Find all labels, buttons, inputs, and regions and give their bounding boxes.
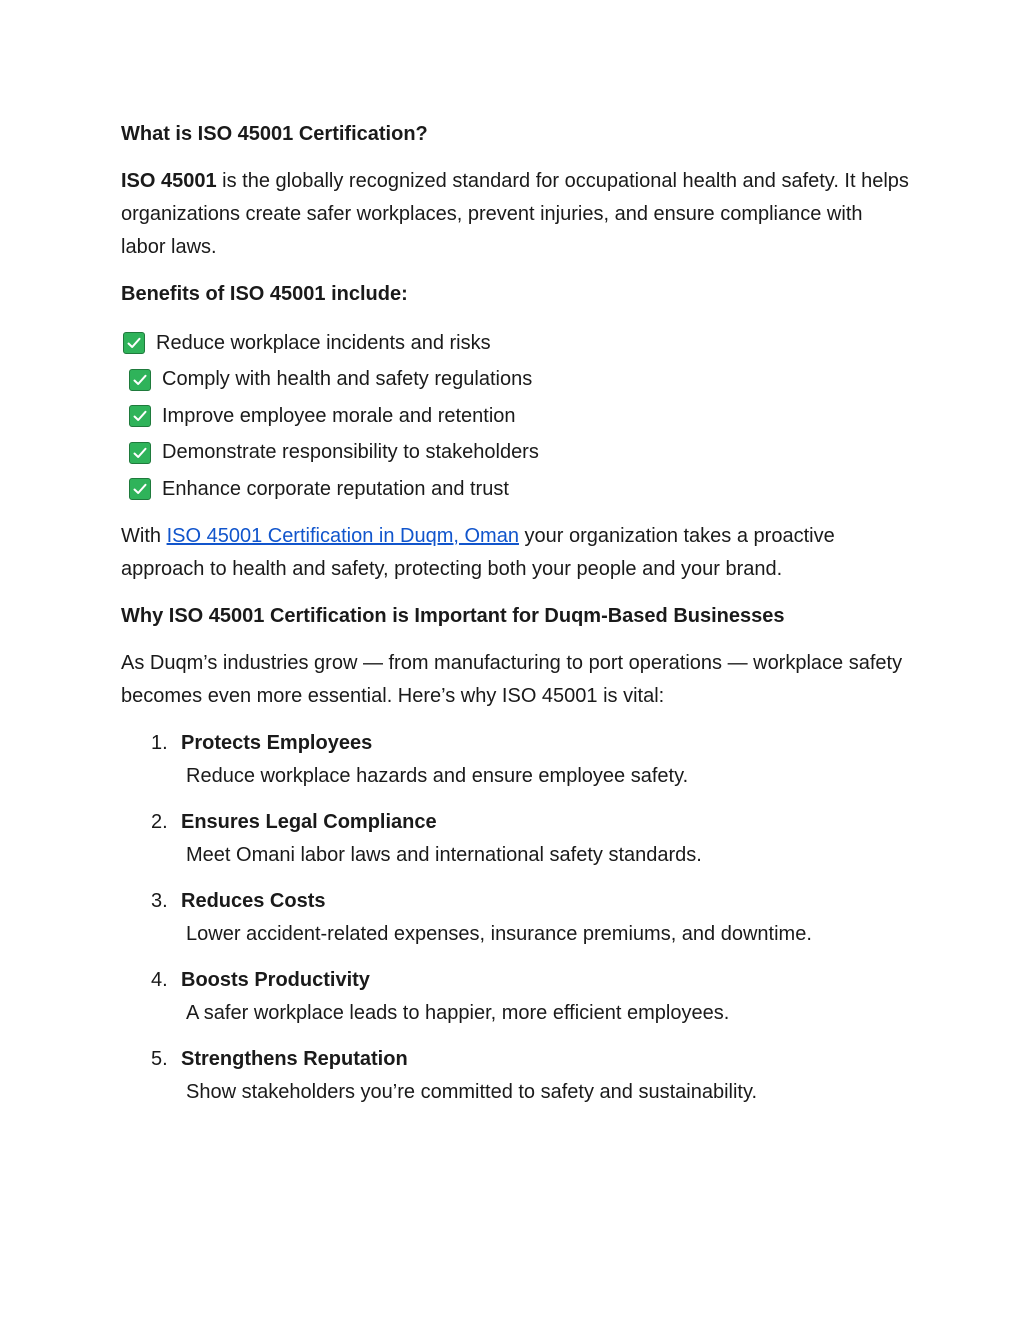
benefit-item bbox=[121, 325, 911, 362]
reason-item bbox=[151, 964, 911, 1030]
intro-text: is the globally recognized standard for occupational health and safety. It helps organizations create safer workplaces, prevent injuries, and ensure compliance with labor laws. bbox=[121, 170, 909, 258]
reasons-list bbox=[121, 727, 911, 1109]
reason-title: Reduces Costs bbox=[181, 889, 326, 912]
reason-title: Ensures Legal Compliance bbox=[181, 810, 437, 833]
heading-what-is: What is ISO 45001 Certification? bbox=[121, 123, 428, 145]
benefit-label: Demonstrate responsibility to stakeholders bbox=[162, 441, 539, 464]
check-mark-icon bbox=[129, 369, 151, 391]
heading-why-important: Why ISO 45001 Certification is Important for Duqm-Based Businesses bbox=[121, 604, 785, 627]
benefits-list bbox=[121, 325, 911, 508]
closing-after: your organization takes a proactive approach to health and safety, protecting both your people and your brand. bbox=[121, 524, 835, 580]
reason-description: Meet Omani labor laws and international safety standards. bbox=[186, 843, 702, 866]
reason-item bbox=[151, 1043, 911, 1109]
reason-description: Show stakeholders you’re committed to safety and sustainability. bbox=[186, 1080, 758, 1103]
reason-item bbox=[151, 885, 911, 951]
benefit-item bbox=[121, 471, 911, 508]
benefit-item bbox=[121, 398, 911, 435]
reason-number: 5. bbox=[151, 1047, 168, 1070]
reason-number: 1. bbox=[151, 731, 168, 754]
benefit-label: Reduce workplace incidents and risks bbox=[156, 331, 491, 354]
heading-benefits: Benefits of ISO 45001 include: bbox=[121, 283, 408, 305]
benefit-item bbox=[121, 435, 911, 472]
reason-description: Lower accident-related expenses, insurance premiums, and downtime. bbox=[186, 922, 812, 945]
closing-paragraph bbox=[121, 520, 911, 586]
intro-paragraph bbox=[121, 165, 911, 264]
check-mark-icon bbox=[129, 442, 151, 464]
reason-description: A safer workplace leads to happier, more efficient employees. bbox=[186, 1001, 730, 1024]
reason-title: Protects Employees bbox=[181, 731, 373, 754]
check-mark-icon bbox=[129, 405, 151, 427]
document-page bbox=[121, 118, 911, 1122]
reason-number: 2. bbox=[151, 810, 168, 833]
why-intro-paragraph: As Duqm’s industries grow — from manufacturing to port operations — workplace safety becomes even more essential. Here’s why ISO 45001 is vital: bbox=[121, 651, 903, 707]
duqm-certification-link[interactable]: ISO 45001 Certification in Duqm, Oman bbox=[166, 524, 519, 547]
reason-title: Strengthens Reputation bbox=[181, 1047, 408, 1070]
reason-number: 4. bbox=[151, 968, 168, 991]
check-mark-icon bbox=[129, 478, 151, 500]
benefit-item bbox=[121, 362, 911, 399]
benefit-label: Enhance corporate reputation and trust bbox=[162, 477, 509, 500]
closing-before: With bbox=[121, 524, 167, 547]
reason-number: 3. bbox=[151, 889, 168, 912]
reason-item bbox=[151, 806, 911, 872]
check-mark-icon bbox=[123, 332, 145, 354]
benefit-label: Comply with health and safety regulations bbox=[162, 368, 533, 391]
reason-title: Boosts Productivity bbox=[181, 968, 370, 991]
reason-item bbox=[151, 727, 911, 793]
reason-description: Reduce workplace hazards and ensure employee safety. bbox=[186, 764, 689, 787]
intro-bold-lead: ISO 45001 bbox=[121, 170, 217, 192]
benefit-label: Improve employee morale and retention bbox=[162, 404, 516, 427]
